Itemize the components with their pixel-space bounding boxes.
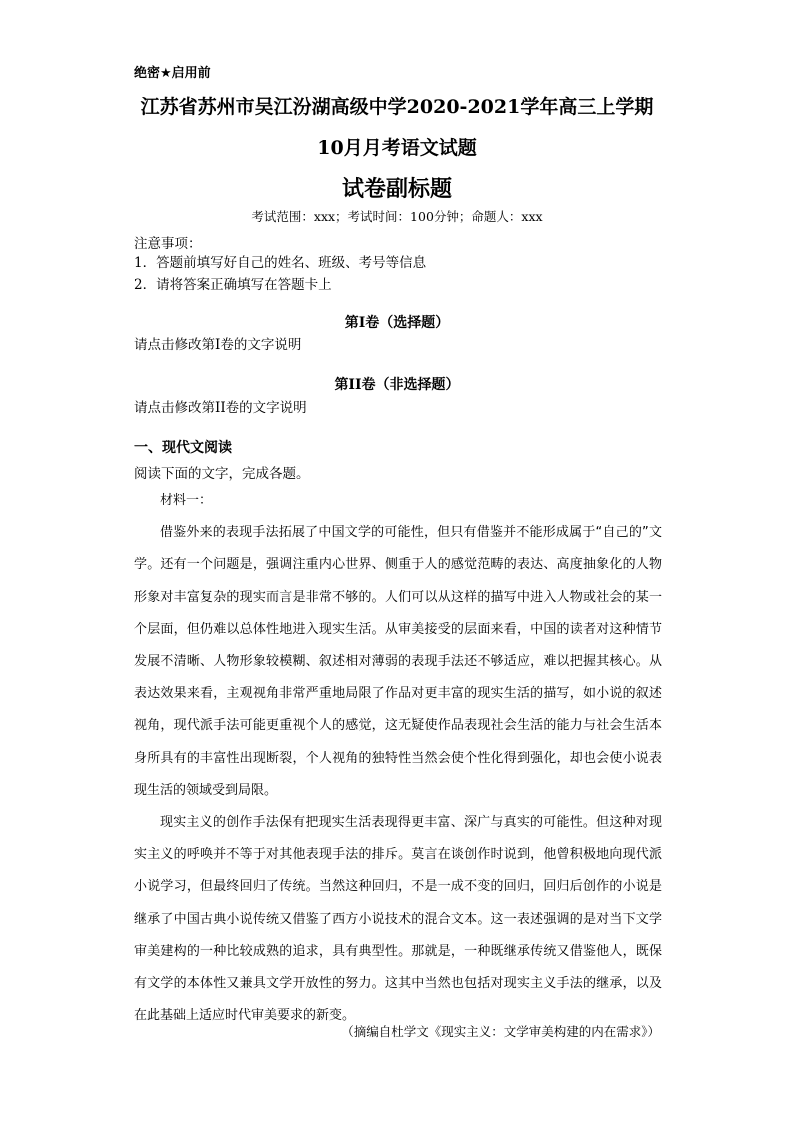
section-heading: 一、现代文阅读 <box>134 440 232 456</box>
notice-item: 1．答题前填写好自己的姓名、班级、考号等信息 <box>134 255 427 271</box>
reading-passage <box>134 485 662 1032</box>
exam-title-line1: 江苏省苏州市吴江汾湖高级中学2020-2021学年高三上学期 <box>140 96 654 118</box>
volume1-note[interactable]: 请点击修改第I卷的文字说明 <box>134 337 302 353</box>
notice-heading: 注意事项： <box>134 236 202 252</box>
volume2-note[interactable]: 请点击修改第II卷的文字说明 <box>134 400 307 416</box>
exam-meta: 考试范围：xxx；考试时间：100分钟；命题人：xxx <box>251 209 543 224</box>
exam-title-line2: 10月月考语文试题 <box>317 137 477 159</box>
section-instruction: 阅读下面的文字，完成各题。 <box>134 466 310 482</box>
material-label: 材料一： <box>160 493 213 508</box>
volume1-heading: 第I卷（选择题） <box>344 315 450 331</box>
passage-paragraph: 借鉴外来的表现手法拓展了中国文学的可能性，但只有借鉴并不能形成属于“自己的”文学。还有一个问题是，强调注重内心世界、侧重于人的感觉范畴的表达、高度抽象化的人物形象对丰富复杂的现实而言是非常不够的。人们可以从这样的描写中进入人物或社会的某一个层面，但仍难以总体性地进入现实生活。从审美接受的层面来看，中国的读者对这种情节发展不清晰、人物形象较模糊、叙述相对薄弱的表现手法还不够适应，难以把握其核心。从表达效果来看，主观视角非常严重地局限了作品对更丰富的现实生活的描写，如小说的叙述视角，现代派手法可能更重视个人的感觉，这无疑使作品表现社会生活的能力与社会生活本身所具有的丰富性出现断裂，个人视角的独特性当然会使个性化得到强化，却也会使小说表现生活的领域受到局限。 <box>134 525 662 798</box>
passage-source: （摘编自杜学文《现实主义：文学审美构建的内在需求》） <box>341 1024 660 1039</box>
passage-paragraph: 现实主义的创作手法保有把现实生活表现得更丰富、深广与真实的可能性。但这种对现实主义的呼唤并不等于对其他表现手法的排斥。莫言在谈创作时说到，他曾积极地向现代派小说学习，但最终回归了传统。当然这种回归，不是一成不变的回归，回归后创作的小说是继承了中国古典小说传统又借鉴了西方小说技术的混合文本。这一表述强调的是对当下文学审美建构的一种比较成熟的追求，具有典型性。那就是，一种既继承传统又借鉴他人，既保有文学的本体性又兼具文学开放性的努力。这其中当然也包括对现实主义手法的继承，以及在此基础上适应时代审美要求的新变。 <box>134 815 662 1024</box>
notice-item: 2．请将答案正确填写在答题卡上 <box>134 277 332 293</box>
exam-subtitle: 试卷副标题 <box>341 177 452 202</box>
volume2-heading: 第II卷（非选择题） <box>334 377 460 393</box>
confidential-label: 绝密★启用前 <box>134 66 211 81</box>
